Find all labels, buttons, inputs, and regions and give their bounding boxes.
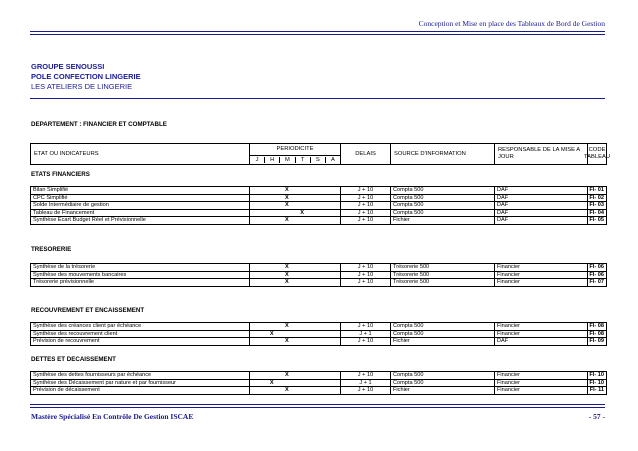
- code-value: FI- 01: [587, 187, 606, 194]
- section-title: DETTES ET DECAISSEMENT: [31, 356, 116, 363]
- code-value: FI- 08: [587, 323, 606, 330]
- delay-value: J + 10: [340, 217, 390, 224]
- indicator-name: Synthèse Ecart Budget Réel et Prévisionnelle: [33, 217, 146, 224]
- periodicity-mark: X: [300, 209, 304, 216]
- periodicity-mark: [264, 338, 279, 345]
- indicator-name: Trésorerie prévisionnelle: [33, 279, 95, 286]
- periodicity-mark: [295, 264, 310, 271]
- periodicity-mark: [249, 372, 264, 379]
- periodicity-mark: [264, 217, 279, 224]
- responsible-value: Financier: [494, 264, 587, 271]
- indicator-name: Synthèse des Décaissement par nature et par fournisseur: [33, 379, 177, 386]
- indicator-name: CPC Simplifié: [33, 194, 68, 201]
- periodicity-mark: [295, 187, 310, 194]
- indicator-name: Tableau de Financement: [33, 209, 95, 216]
- periodicity-mark: [295, 380, 310, 387]
- periodicity-mark: [325, 210, 340, 217]
- periodicity-letter: S: [310, 157, 325, 163]
- code-value: FI- 03: [587, 202, 606, 209]
- org-ateliers: LES ATELIERS DE LINGERIE: [31, 82, 133, 91]
- section-table: [30, 371, 607, 395]
- periodicity-mark: [264, 272, 279, 279]
- code-value: FI- 11: [587, 387, 606, 394]
- periodicity-mark: [249, 210, 264, 217]
- periodicity-mark: [249, 279, 264, 286]
- table-row: [31, 187, 606, 195]
- periodicity-mark: [325, 372, 340, 379]
- col-code: CODE TABLEAU: [587, 144, 606, 164]
- responsible-value: Financier: [494, 331, 587, 338]
- periodicity-mark: X: [285, 194, 289, 201]
- periodicity-mark: [249, 380, 264, 387]
- delay-value: J + 10: [340, 272, 390, 279]
- periodicity-mark: [310, 202, 325, 209]
- periodicity-mark: [295, 323, 310, 330]
- periodicity-mark: [249, 202, 264, 209]
- source-value: Fichier: [390, 217, 494, 224]
- source-value: Compta 500: [390, 323, 494, 330]
- periodicity-mark: [249, 272, 264, 279]
- periodicity-mark: [325, 279, 340, 286]
- org-group: GROUPE SENOUSSI: [31, 62, 105, 71]
- periodicity-mark: [264, 195, 279, 202]
- col-source: SOURCE D'INFORMATION: [390, 144, 494, 164]
- periodicity-mark: [264, 372, 279, 379]
- periodicity-mark: X: [285, 187, 289, 193]
- periodicity-mark: [264, 187, 279, 194]
- table-row: [31, 387, 606, 395]
- periodicity-mark: [310, 387, 325, 394]
- table-row: [31, 264, 606, 272]
- periodicity-mark: [264, 264, 279, 271]
- periodicity-mark: [295, 387, 310, 394]
- col-indicator: ETAT OU INDICATEURS: [34, 151, 99, 157]
- periodicity-mark: X: [285, 372, 289, 378]
- periodicity-mark: [249, 338, 264, 345]
- source-value: Trésorerie 500: [390, 264, 494, 271]
- delay-value: J + 10: [340, 264, 390, 271]
- delay-value: J + 10: [340, 338, 390, 345]
- delay-value: J + 10: [340, 323, 390, 330]
- responsible-value: Financier: [494, 323, 587, 330]
- footer-rule: [30, 407, 605, 408]
- code-value: FI- 07: [587, 279, 606, 286]
- responsible-value: DAF: [494, 210, 587, 217]
- table-row: [31, 217, 606, 225]
- indicator-name: Synthèse des mouvements bancaires: [33, 271, 127, 278]
- periodicity-mark: X: [285, 323, 289, 329]
- section-title: TRESORERIE: [31, 246, 72, 253]
- periodicity-mark: X: [285, 217, 289, 224]
- periodicity-mark: [264, 279, 279, 286]
- delay-value: J + 10: [340, 187, 390, 194]
- periodicity-letter: T: [295, 157, 310, 163]
- source-value: Compta 500: [390, 210, 494, 217]
- periodicity-mark: [310, 210, 325, 217]
- source-value: Trésorerie 500: [390, 279, 494, 286]
- periodicity-mark: [295, 195, 310, 202]
- periodicity-mark: [264, 210, 279, 217]
- code-value: FI- 10: [587, 380, 606, 387]
- org-pole: POLE CONFECTION LINGERIE: [31, 72, 141, 81]
- indicator-name: Synthèse des créances client par échéance: [33, 323, 142, 329]
- section-title: RECOUVREMENT ET ENCAISSEMENT: [31, 307, 145, 314]
- delay-value: J + 10: [340, 279, 390, 286]
- responsible-value: Financier: [494, 387, 587, 394]
- responsible-value: DAF: [494, 187, 587, 194]
- section-table: [30, 322, 607, 346]
- code-value: FI- 02: [587, 195, 606, 202]
- source-value: Fichier: [390, 338, 494, 345]
- responsible-value: Financier: [494, 372, 587, 379]
- periodicity-mark: X: [269, 330, 274, 337]
- periodicity-mark: [264, 387, 279, 394]
- code-value: FI- 10: [587, 372, 606, 379]
- periodicity-mark: X: [285, 387, 289, 394]
- table-row: [31, 272, 606, 280]
- source-value: Compta 500: [390, 202, 494, 209]
- header-rule-thin: [30, 34, 605, 35]
- table-row: [31, 331, 606, 339]
- code-value: FI- 09: [587, 338, 606, 345]
- periodicity-mark: [295, 272, 310, 279]
- table-row: [31, 202, 606, 210]
- periodicity-mark: X: [285, 271, 289, 278]
- periodicity-mark: [325, 272, 340, 279]
- periodicity-mark: [264, 323, 279, 330]
- periodicity-mark: [310, 279, 325, 286]
- periodicity-mark: [295, 279, 310, 286]
- footer-program: Mastère Spécialisé En Contrôle De Gestion ISCAE: [31, 412, 194, 421]
- indicator-name: Synthèse des recouvrement client: [33, 330, 118, 337]
- periodicity-mark: [325, 195, 340, 202]
- footer-rule-thin: [30, 404, 605, 405]
- indicator-name: Bilan Simplifié: [33, 187, 69, 193]
- source-value: Compta 500: [390, 372, 494, 379]
- page-number: - 57 -: [588, 412, 605, 421]
- section-title: ETATS FINANCIERS: [31, 171, 90, 178]
- table-row: [31, 195, 606, 203]
- table-row: [31, 210, 606, 218]
- organization-block: [31, 62, 141, 92]
- responsible-value: DAF: [494, 217, 587, 224]
- periodicity-mark: [279, 380, 294, 387]
- table-header: [30, 143, 611, 165]
- source-value: Compta 500: [390, 187, 494, 194]
- periodicity-mark: [310, 338, 325, 345]
- periodicity-mark: [325, 217, 340, 224]
- periodicity-mark: [279, 210, 294, 217]
- periodicity-mark: [295, 338, 310, 345]
- periodicity-mark: [325, 323, 340, 330]
- section-table: [30, 263, 607, 287]
- periodicity-mark: [310, 323, 325, 330]
- table-row: [31, 372, 606, 380]
- page-header-title: Conception et Mise en place des Tableaux de Bord de Gestion: [418, 19, 605, 28]
- source-value: Compta 500: [390, 331, 494, 338]
- col-periodicity: [249, 144, 340, 164]
- delay-value: J + 1: [340, 331, 390, 338]
- responsible-value: Financier: [494, 380, 587, 387]
- periodicity-mark: [295, 202, 310, 209]
- periodicity-mark: X: [285, 279, 289, 286]
- periodicity-letter: J: [255, 157, 259, 163]
- delay-value: J + 1: [340, 380, 390, 387]
- table-row: [31, 338, 606, 346]
- periodicity-mark: [325, 202, 340, 209]
- periodicity-letter: M: [279, 157, 294, 163]
- periodicity-mark: [249, 264, 264, 271]
- periodicity-mark: [295, 372, 310, 379]
- periodicity-letter: A: [325, 157, 340, 163]
- code-value: FI- 05: [587, 217, 606, 224]
- periodicity-mark: [295, 331, 310, 338]
- periodicity-mark: [249, 187, 264, 194]
- periodicity-mark: X: [285, 202, 289, 209]
- periodicity-mark: [310, 187, 325, 194]
- source-value: Compta 500: [390, 195, 494, 202]
- periodicity-letters: [250, 157, 340, 163]
- code-value: FI- 04: [587, 210, 606, 217]
- periodicity-mark: [249, 387, 264, 394]
- periodicity-mark: [325, 380, 340, 387]
- col-responsible: RESPONSABLE DE LA MISE A JOUR: [494, 144, 587, 164]
- code-value: FI- 08: [587, 331, 606, 338]
- header-rule: [30, 31, 605, 32]
- source-value: Fichier: [390, 387, 494, 394]
- periodicity-mark: [325, 187, 340, 194]
- responsible-value: DAF: [494, 195, 587, 202]
- indicator-name: Prévision de décaissement: [33, 387, 100, 394]
- periodicity-label: PERIODICITE: [276, 146, 314, 152]
- periodicity-mark: [310, 380, 325, 387]
- periodicity-mark: [249, 195, 264, 202]
- delay-value: J + 10: [340, 195, 390, 202]
- department-title: DEPARTEMENT : FINANCIER ET COMPTABLE: [31, 121, 167, 128]
- delay-value: J + 10: [340, 202, 390, 209]
- periodicity-mark: [325, 338, 340, 345]
- indicator-name: Solde Intermédiaire de gestion: [33, 202, 109, 209]
- periodicity-mark: [310, 217, 325, 224]
- code-value: FI- 06: [587, 264, 606, 271]
- delay-value: J + 10: [340, 210, 390, 217]
- source-value: Compta 500: [390, 380, 494, 387]
- periodicity-mark: [310, 264, 325, 271]
- periodicity-mark: [295, 217, 310, 224]
- periodicity-mark: [325, 264, 340, 271]
- periodicity-mark: [310, 195, 325, 202]
- indicator-name: Synthèse des dettes fournisseurs par échéance: [33, 372, 152, 378]
- periodicity-mark: [310, 272, 325, 279]
- table-row: [31, 279, 606, 287]
- periodicity-mark: [310, 331, 325, 338]
- periodicity-mark: [249, 331, 264, 338]
- periodicity-mark: [325, 331, 340, 338]
- responsible-value: Financier: [494, 272, 587, 279]
- source-value: Trésorerie 500: [390, 272, 494, 279]
- org-divider: [30, 98, 605, 99]
- delay-value: J + 10: [340, 372, 390, 379]
- table-row: [31, 323, 606, 331]
- section-table: [30, 186, 607, 225]
- periodicity-mark: X: [285, 264, 289, 270]
- responsible-value: DAF: [494, 202, 587, 209]
- periodicity-mark: [310, 372, 325, 379]
- periodicity-divider: [250, 155, 340, 156]
- indicator-name: Synthèse de la trésorerie: [33, 264, 96, 270]
- periodicity-mark: X: [269, 379, 274, 386]
- periodicity-mark: X: [285, 338, 289, 345]
- indicator-name: Prévision de recouvrement: [33, 338, 100, 345]
- responsible-value: DAF: [494, 338, 587, 345]
- periodicity-mark: [249, 323, 264, 330]
- table-row: [31, 380, 606, 388]
- col-delay: DELAIS: [340, 144, 390, 164]
- responsible-value: Financier: [494, 279, 587, 286]
- periodicity-letter: H: [264, 157, 279, 163]
- periodicity-mark: [325, 387, 340, 394]
- delay-value: J + 10: [340, 387, 390, 394]
- periodicity-mark: [279, 331, 294, 338]
- periodicity-mark: [264, 202, 279, 209]
- code-value: FI- 06: [587, 272, 606, 279]
- periodicity-mark: [249, 217, 264, 224]
